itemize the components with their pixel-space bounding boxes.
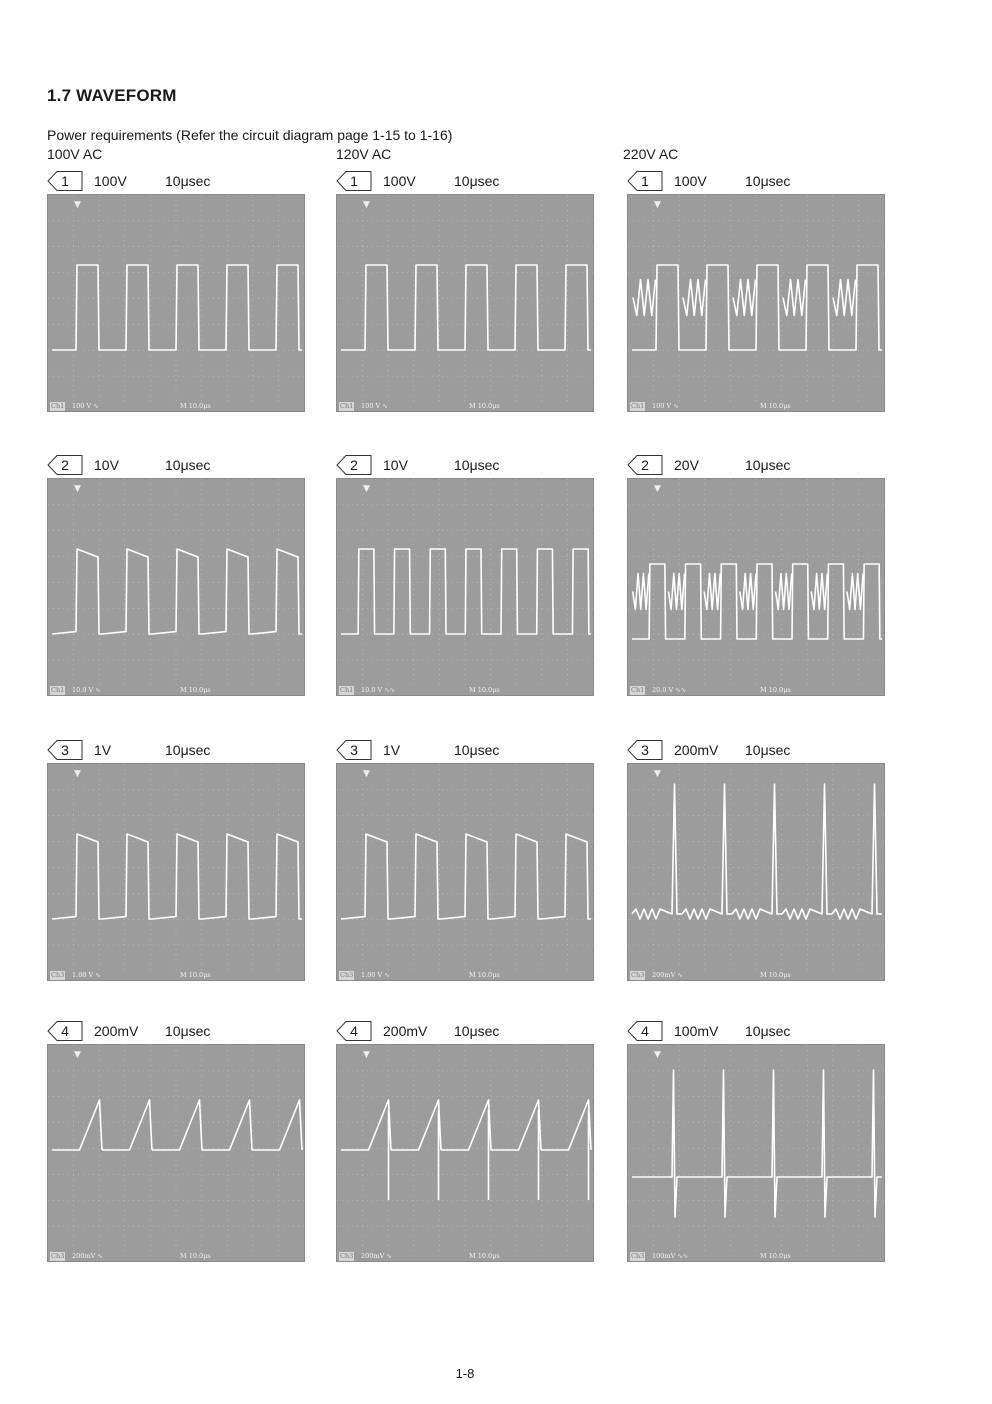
scope-status-bar bbox=[628, 971, 884, 980]
test-point-number: 3 bbox=[641, 742, 649, 758]
section-title: 1.7 WAVEFORM bbox=[47, 86, 177, 105]
waveform-trace bbox=[341, 1100, 591, 1200]
oscilloscope-screen bbox=[47, 1044, 305, 1262]
channel-label: Ch1 bbox=[340, 686, 354, 694]
scope-volts-readout: 10.0 V ∿ bbox=[72, 686, 101, 694]
channel-label: Ch1 bbox=[631, 686, 645, 694]
volts-per-div: 200mV bbox=[383, 1023, 428, 1039]
scope-status-bar bbox=[337, 1252, 593, 1261]
test-point-badge bbox=[47, 739, 83, 761]
test-point-number: 3 bbox=[350, 742, 358, 758]
waveform-trace-area bbox=[337, 479, 593, 686]
oscilloscope-screen bbox=[336, 194, 594, 412]
page-number: 1-8 bbox=[455, 1366, 475, 1381]
power-requirements-text: Power requirements (Refer the circuit diagram page 1-15 to 1-16) bbox=[47, 127, 453, 143]
waveform-caption bbox=[336, 1020, 596, 1042]
trigger-marker-icon: ▼ bbox=[74, 1050, 81, 1060]
scope-time-readout: M 10.0μs bbox=[180, 971, 211, 979]
scope-time-readout: M 10.0μs bbox=[760, 686, 791, 694]
waveform-caption bbox=[336, 739, 596, 761]
scope-volts-readout: 1.00 V ∿ bbox=[72, 971, 101, 979]
waveform-caption bbox=[627, 1020, 887, 1042]
waveform-panel bbox=[627, 454, 887, 704]
scope-time-readout: M 10.0μs bbox=[760, 971, 791, 979]
time-per-div: 10μsec bbox=[165, 457, 211, 473]
test-point-badge bbox=[336, 170, 372, 192]
test-point-badge bbox=[627, 739, 663, 761]
test-point-number: 2 bbox=[641, 457, 649, 473]
scope-volts-readout: 10.0 V ∿∿ bbox=[361, 686, 396, 694]
test-point-number: 4 bbox=[61, 1023, 69, 1039]
waveform-panel bbox=[336, 739, 596, 989]
test-point-number: 1 bbox=[641, 173, 649, 189]
waveform-panel bbox=[47, 170, 307, 420]
waveform-trace-area bbox=[48, 764, 304, 971]
test-point-badge bbox=[47, 1020, 83, 1042]
waveform-caption bbox=[336, 454, 596, 476]
waveform-trace bbox=[632, 265, 882, 350]
scope-volts-readout: 20.0 V ∿∿ bbox=[652, 686, 687, 694]
test-point-badge bbox=[336, 739, 372, 761]
waveform-panel bbox=[47, 739, 307, 989]
test-point-badge bbox=[47, 454, 83, 476]
scope-time-readout: M 10.0μs bbox=[760, 1252, 791, 1260]
oscilloscope-screen bbox=[336, 1044, 594, 1262]
test-point-number: 1 bbox=[61, 173, 69, 189]
waveform-trace bbox=[52, 1100, 302, 1150]
trigger-marker-icon: ▼ bbox=[363, 484, 370, 494]
waveform-trace bbox=[341, 265, 591, 350]
scope-status-bar bbox=[628, 1252, 884, 1261]
channel-label: Ch1 bbox=[51, 686, 65, 694]
waveform-trace-area bbox=[48, 1045, 304, 1252]
time-per-div: 10μsec bbox=[454, 173, 500, 189]
channel-label: Ch3 bbox=[51, 971, 65, 979]
scope-volts-readout: 200mV ∿ bbox=[72, 1252, 103, 1260]
scope-status-bar bbox=[48, 971, 304, 980]
waveform-caption bbox=[627, 739, 887, 761]
time-per-div: 10μsec bbox=[745, 742, 791, 758]
waveform-trace-area bbox=[628, 1045, 884, 1252]
test-point-number: 1 bbox=[350, 173, 358, 189]
channel-label: Ch1 bbox=[340, 402, 354, 410]
time-per-div: 10μsec bbox=[165, 742, 211, 758]
time-per-div: 10μsec bbox=[745, 173, 791, 189]
time-per-div: 10μsec bbox=[454, 742, 500, 758]
waveform-panel bbox=[47, 454, 307, 704]
waveform-caption bbox=[47, 739, 307, 761]
waveform-trace bbox=[341, 549, 591, 634]
waveform-panel bbox=[627, 170, 887, 420]
waveform-panel bbox=[336, 454, 596, 704]
trigger-marker-icon: ▼ bbox=[654, 1050, 661, 1060]
oscilloscope-screen bbox=[47, 478, 305, 696]
scope-time-readout: M 10.0μs bbox=[469, 686, 500, 694]
waveform-panel bbox=[336, 1020, 596, 1270]
scope-status-bar bbox=[337, 971, 593, 980]
scope-status-bar bbox=[48, 402, 304, 411]
trigger-marker-icon: ▼ bbox=[654, 200, 661, 210]
oscilloscope-screen bbox=[627, 763, 885, 981]
time-per-div: 10μsec bbox=[745, 1023, 791, 1039]
scope-time-readout: M 10.0μs bbox=[180, 1252, 211, 1260]
oscilloscope-screen bbox=[336, 478, 594, 696]
scope-volts-readout: 1.00 V ∿ bbox=[361, 971, 390, 979]
test-point-number: 4 bbox=[350, 1023, 358, 1039]
column-heading-120v: 120V AC bbox=[336, 146, 392, 162]
time-per-div: 10μsec bbox=[745, 457, 791, 473]
waveform-caption bbox=[627, 454, 887, 476]
waveform-caption bbox=[47, 170, 307, 192]
scope-status-bar bbox=[48, 1252, 304, 1261]
trigger-marker-icon: ▼ bbox=[74, 484, 81, 494]
test-point-badge bbox=[47, 170, 83, 192]
waveform-trace-area bbox=[628, 479, 884, 686]
waveform-trace-area bbox=[48, 479, 304, 686]
channel-label: Ch3 bbox=[340, 971, 354, 979]
test-point-badge bbox=[336, 454, 372, 476]
volts-per-div: 1V bbox=[94, 742, 112, 758]
scope-volts-readout: 100 V ∿ bbox=[72, 402, 99, 410]
waveform-caption bbox=[627, 170, 887, 192]
waveform-trace bbox=[52, 834, 302, 919]
scope-volts-readout: 100 V ∿ bbox=[652, 402, 679, 410]
waveform-trace-area bbox=[628, 195, 884, 402]
trigger-marker-icon: ▼ bbox=[363, 769, 370, 779]
volts-per-div: 100V bbox=[383, 173, 416, 189]
time-per-div: 10μsec bbox=[165, 173, 211, 189]
scope-volts-readout: 200mV ∿ bbox=[361, 1252, 392, 1260]
oscilloscope-screen bbox=[627, 194, 885, 412]
channel-label: Ch3 bbox=[631, 971, 645, 979]
trigger-marker-icon: ▼ bbox=[363, 1050, 370, 1060]
waveform-panel bbox=[336, 170, 596, 420]
volts-per-div: 200mV bbox=[674, 742, 719, 758]
channel-label: Ch3 bbox=[340, 1252, 354, 1260]
scope-status-bar bbox=[48, 686, 304, 695]
channel-label: Ch1 bbox=[51, 402, 65, 410]
scope-status-bar bbox=[337, 402, 593, 411]
scope-time-readout: M 10.0μs bbox=[469, 1252, 500, 1260]
test-point-badge bbox=[627, 1020, 663, 1042]
trigger-marker-icon: ▼ bbox=[363, 200, 370, 210]
waveform-panel bbox=[627, 1020, 887, 1270]
volts-per-div: 100V bbox=[94, 173, 127, 189]
scope-volts-readout: 100mV ∿∿ bbox=[652, 1252, 689, 1260]
test-point-number: 2 bbox=[350, 457, 358, 473]
test-point-badge bbox=[627, 454, 663, 476]
channel-label: Ch1 bbox=[631, 402, 645, 410]
scope-volts-readout: 200mV ∿ bbox=[652, 971, 683, 979]
scope-time-readout: M 10.0μs bbox=[469, 971, 500, 979]
scope-time-readout: M 10.0μs bbox=[180, 402, 211, 410]
oscilloscope-screen bbox=[627, 478, 885, 696]
waveform-caption bbox=[336, 170, 596, 192]
test-point-number: 3 bbox=[61, 742, 69, 758]
trigger-marker-icon: ▼ bbox=[654, 484, 661, 494]
waveform-trace-area bbox=[628, 764, 884, 971]
trigger-marker-icon: ▼ bbox=[74, 200, 81, 210]
waveform-trace bbox=[52, 265, 302, 350]
scope-time-readout: M 10.0μs bbox=[469, 402, 500, 410]
trigger-marker-icon: ▼ bbox=[74, 769, 81, 779]
waveform-trace-area bbox=[48, 195, 304, 402]
test-point-number: 2 bbox=[61, 457, 69, 473]
test-point-number: 4 bbox=[641, 1023, 649, 1039]
scope-status-bar bbox=[628, 686, 884, 695]
scope-time-readout: M 10.0μs bbox=[760, 402, 791, 410]
channel-label: Ch3 bbox=[51, 1252, 65, 1260]
scope-status-bar bbox=[628, 402, 884, 411]
oscilloscope-screen bbox=[47, 194, 305, 412]
column-heading-220v: 220V AC bbox=[623, 146, 679, 162]
volts-per-div: 100V bbox=[674, 173, 707, 189]
waveform-caption bbox=[47, 454, 307, 476]
volts-per-div: 10V bbox=[383, 457, 408, 473]
volts-per-div: 10V bbox=[94, 457, 119, 473]
scope-status-bar bbox=[337, 686, 593, 695]
waveform-trace bbox=[632, 784, 882, 919]
waveform-panel bbox=[47, 1020, 307, 1270]
waveform-trace-area bbox=[337, 195, 593, 402]
oscilloscope-screen bbox=[336, 763, 594, 981]
channel-label: Ch3 bbox=[631, 1252, 645, 1260]
oscilloscope-screen bbox=[47, 763, 305, 981]
volts-per-div: 100mV bbox=[674, 1023, 719, 1039]
volts-per-div: 1V bbox=[383, 742, 401, 758]
waveform-trace bbox=[52, 549, 302, 634]
waveform-trace bbox=[341, 834, 591, 919]
scope-volts-readout: 100 V ∿ bbox=[361, 402, 388, 410]
oscilloscope-screen bbox=[627, 1044, 885, 1262]
waveform-trace bbox=[632, 1070, 882, 1217]
test-point-badge bbox=[627, 170, 663, 192]
time-per-div: 10μsec bbox=[454, 457, 500, 473]
time-per-div: 10μsec bbox=[454, 1023, 500, 1039]
trigger-marker-icon: ▼ bbox=[654, 769, 661, 779]
volts-per-div: 200mV bbox=[94, 1023, 139, 1039]
waveform-trace-area bbox=[337, 764, 593, 971]
waveform-caption bbox=[47, 1020, 307, 1042]
volts-per-div: 20V bbox=[674, 457, 699, 473]
waveform-panel bbox=[627, 739, 887, 989]
waveform-trace bbox=[632, 564, 882, 639]
time-per-div: 10μsec bbox=[165, 1023, 211, 1039]
test-point-badge bbox=[336, 1020, 372, 1042]
column-heading-100v: 100V AC bbox=[47, 146, 103, 162]
scope-time-readout: M 10.0μs bbox=[180, 686, 211, 694]
waveform-trace-area bbox=[337, 1045, 593, 1252]
